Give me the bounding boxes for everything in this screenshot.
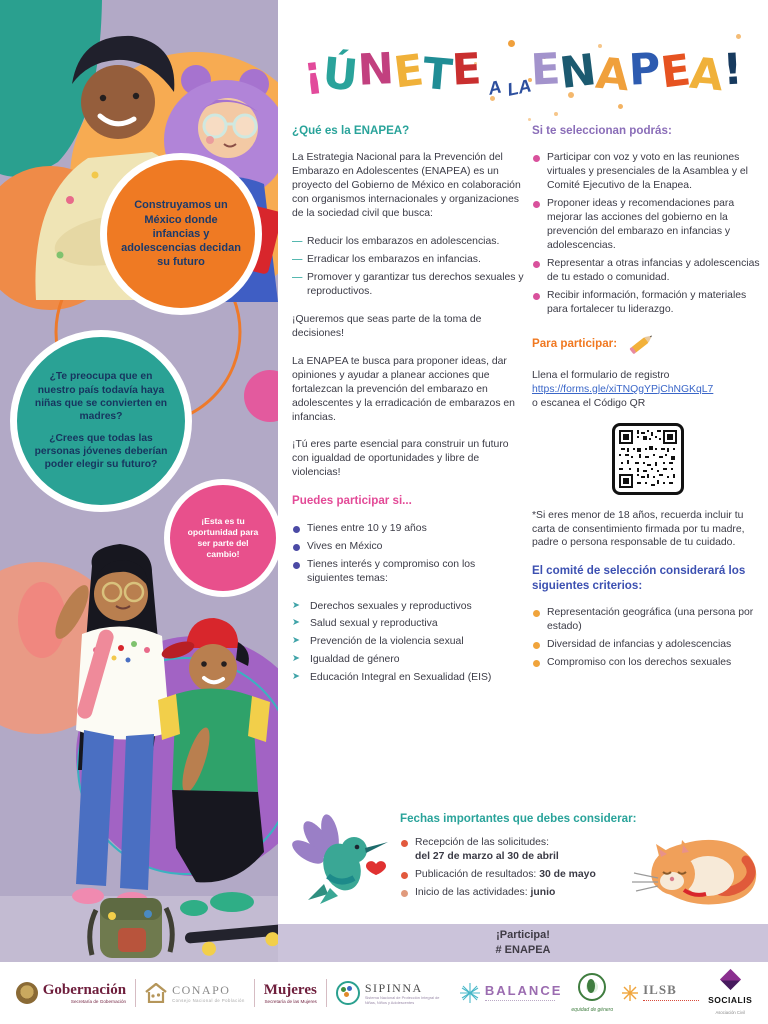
title-letter: E — [450, 44, 483, 96]
logo-sipinna — [336, 981, 451, 1006]
title-letter: N — [356, 44, 395, 96]
logo-ilsb — [622, 982, 699, 1004]
logo-name: BALANCE — [484, 982, 563, 998]
people-circle-icon — [336, 981, 360, 1005]
topic-item: ➤ Salud sexual y reproductiva — [292, 617, 524, 631]
title-letter-small: A — [485, 76, 503, 99]
title-letter: T — [420, 48, 455, 102]
topic-item: ➤ Prevención de la violencia sexual — [292, 635, 524, 649]
house-icon — [145, 983, 167, 1003]
date-label: Inicio de las actividades: — [415, 887, 531, 899]
logo-name: equidad de género — [571, 1007, 614, 1013]
logo-subtitle: Sistema Nacional de Protección Integral de Niñas, Niños y Adolescentes — [364, 994, 440, 1005]
title-letter: P — [627, 44, 662, 96]
bubble-teal-question-2: ¿Crees que todas las personas jóvenes deberían poder elegir su futuro? — [34, 433, 168, 471]
column-right — [532, 124, 764, 684]
requirement-item: Tienes entre 10 y 19 años — [292, 522, 524, 536]
logo-gobernacion — [16, 982, 126, 1004]
benefit-item: Recibir información, formación y materiales para fortalecer tu liderazgo. — [532, 289, 764, 317]
logo-name: SIPINNA — [364, 980, 423, 995]
what-is-heading: ¿Qué es la ENAPEA? — [292, 124, 410, 137]
backpack-illustration — [90, 898, 173, 958]
criteria-item: Representación geográfica (una persona por estado) — [532, 606, 764, 634]
column-left — [292, 124, 524, 699]
benefit-item: Representar a otras infancias y adolescencias de tu estado o comunidad. — [532, 257, 764, 285]
date-label: Publicación de resultados: — [415, 869, 540, 881]
orange-star-icon — [622, 985, 638, 1001]
registration-instructions — [532, 369, 764, 411]
participate-if-list — [292, 522, 524, 586]
registration-line2: o escanea el Código QR — [532, 397, 646, 409]
divider — [135, 979, 136, 1007]
date-value: junio — [530, 887, 556, 899]
logo-conapo — [145, 983, 245, 1003]
main-content — [278, 0, 768, 962]
logo-subtitle-line — [643, 1000, 699, 1004]
topic-item: ➤ Educación Integral en Sexualidad (EIS) — [292, 671, 524, 685]
participate-if-heading: Puedes participar si... — [292, 494, 412, 508]
pencil-icon — [627, 331, 657, 357]
logo-subtitle: Asociación Civil — [715, 1009, 745, 1015]
dates-heading: Fechas importantes que debes considerar: — [400, 812, 637, 825]
requirement-item: Vives en México — [292, 540, 524, 554]
date-value: del 27 de marzo al 30 de abril — [415, 851, 559, 863]
illustration-sidebar — [0, 0, 278, 962]
requirement-item: Tienes interés y compromiso con los siguientes temas: — [292, 558, 524, 586]
what-is-goals-list — [292, 235, 524, 299]
starburst-icon — [460, 983, 480, 1003]
qr-code — [612, 423, 684, 495]
title-letter: N — [557, 44, 599, 100]
cube-icon — [720, 968, 741, 989]
bubble-pink-text: ¡Esta es tu oportunidad para ser parte del cambio! — [187, 515, 259, 560]
logo-name: ILSB — [643, 982, 677, 997]
hummingbird-illustration — [290, 812, 390, 907]
logo-balance — [460, 983, 563, 1004]
logo-name: SOCIALIS — [708, 994, 753, 1005]
bubble-teal-question-1: ¿Te preocupa que en nuestro país todavía haya niñas que se convierten en madres? — [34, 371, 168, 422]
selected-benefits-list — [532, 151, 764, 316]
speech-bubble-pink — [164, 479, 278, 597]
registration-link[interactable]: https://forms.gle/xiTNQgYPjChNGKqL7 — [532, 383, 714, 395]
speech-bubble-teal — [10, 330, 192, 512]
title-letter: ! — [722, 44, 745, 96]
title-letter: Ú — [320, 48, 360, 102]
footer-logos — [0, 962, 768, 1024]
date-value: 30 de mayo — [539, 869, 596, 881]
goal-item: — Promover y garantizar tus derechos sexuales y reproductivos. — [292, 271, 524, 299]
registration-line1: Llena el formulario de registro — [532, 369, 670, 381]
logo-subtitle: Secretaría de Gobernación — [70, 999, 127, 1004]
participa-text: ¡Participa! — [496, 929, 550, 942]
search-paragraph: La ENAPEA te busca para proponer ideas, dar opiniones y ayudar a planear acciones que fortalezcan la prevención del embarazo en adolescentes y la erradicación de embarazos en infancias. — [292, 355, 515, 423]
selected-heading: Si te seleccionan podrás: — [532, 124, 672, 137]
title-letter-small: LA — [504, 74, 533, 100]
committee-criteria-list — [532, 606, 764, 670]
decisions-paragraph: ¡Queremos que seas parte de la toma de decisiones! — [292, 313, 482, 339]
sleeping-cat-illustration — [630, 822, 762, 910]
topic-item: ➤ Derechos sexuales y reproductivos — [292, 600, 524, 614]
title-letter: E — [390, 45, 426, 99]
minor-consent-note: *Si eres menor de 18 años, recuerda incluir tu carta de consentimiento firmada por tu madre, padre o persona responsable de tu cuidado. — [532, 509, 745, 549]
date-label: Recepción de las solicitudes: — [415, 837, 549, 849]
topics-list — [292, 600, 524, 686]
bubble-orange-text: Construyamos un México donde infancias y adolescencias decidan su futuro — [121, 199, 241, 269]
participa-banner — [278, 924, 768, 962]
logo-subtitle: Secretaría de las Mujeres — [264, 999, 317, 1004]
title-letter: E — [657, 45, 694, 99]
logo-subtitle-line — [485, 1000, 555, 1004]
criteria-item: Diversidad de infancias y adolescencias — [532, 638, 764, 652]
logo-mujeres — [264, 982, 317, 1004]
title-letter: A — [687, 48, 726, 102]
logo-name: CONAPO — [172, 983, 231, 997]
benefit-item: Participar con voz y voto en las reuniones virtuales y presenciales de la Asamblea y el Comité Ejecutivo de la Enapea. — [532, 151, 764, 193]
goal-item: — Erradicar los embarazos en infancias. — [292, 253, 524, 267]
to-participate-heading: Para participar: — [532, 336, 618, 350]
divider — [254, 979, 255, 1007]
logo-name: Mujeres — [263, 982, 317, 998]
eagle-seal-icon — [16, 982, 38, 1004]
essential-paragraph: ¡Tú eres parte esencial para construir un futuro con igualdad de oportunidades y libre de violencias! — [292, 439, 509, 479]
benefit-item: Proponer ideas y recomendaciones para mejorar las acciones del gobierno en la prevención del embarazo en infancias y adolescencias. — [532, 197, 764, 253]
divider — [326, 979, 327, 1007]
goal-item: — Reducir los embarazos en adolescencias. — [292, 235, 524, 249]
title-letter: E — [529, 44, 562, 96]
title-letter: ¡ — [299, 45, 326, 99]
committee-heading: El comité de selección considerará los siguientes criterios: — [532, 564, 746, 592]
equidad-icon — [578, 973, 606, 1001]
logo-socialis — [708, 972, 752, 1015]
title-letter: A — [593, 48, 632, 102]
poster-title — [286, 30, 760, 114]
logo-subtitle: Consejo Nacional de Población — [172, 998, 245, 1003]
hashtag-enapea: # ENAPEA — [495, 944, 551, 956]
logo-name: Gobernación — [42, 982, 127, 998]
speech-bubble-orange — [100, 153, 262, 315]
topic-item: ➤ Igualdad de género — [292, 653, 524, 667]
what-is-paragraph: La Estrategia Nacional para la Prevención del Embarazo en Adolescentes (ENAPEA) es un proyecto del Gobierno de México en colaboración con organismos internacionales y organizaciones de la sociedad civil que busca: — [292, 152, 521, 220]
logo-equidad-de-genero — [571, 973, 613, 1013]
criteria-item: Compromiso con los derechos sexuales — [532, 656, 764, 670]
